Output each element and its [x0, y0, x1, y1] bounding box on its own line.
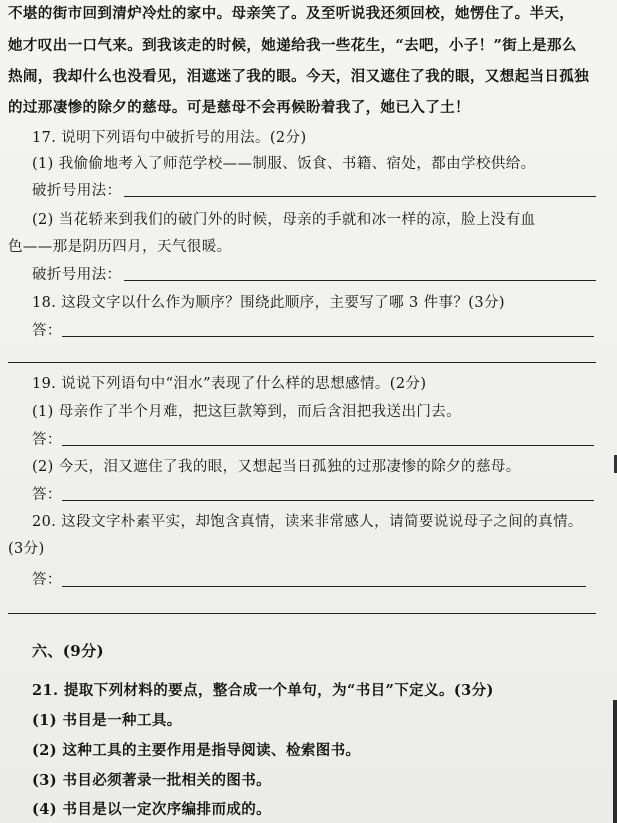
q21-item-4: (4) 书目是以一定次序编排而成的。 [32, 801, 272, 818]
passage-line-1: 不堪的街市回到清炉冷灶的家中。母亲笑了。及至听说我还须回校，她愣住了。半天， [8, 5, 575, 22]
q18-answer-label: 答： [32, 323, 62, 339]
passage-line-3: 热闹，我却什么也没看见，泪遮迷了我的眼。今天，泪又遮住了我的眼，又想起当日孤独 [8, 68, 590, 85]
q17-answer-label-1: 破折号用法： [32, 183, 122, 199]
q17-answer-blank-1[interactable] [124, 196, 596, 197]
q17-answer-label-2: 破折号用法： [32, 267, 122, 283]
q19-answer-label-1: 答： [32, 432, 62, 448]
q17-sentence-2b: 色——那是阴历四月，天气很暖。 [8, 239, 232, 255]
section-6-heading: 六、(9分) [32, 642, 105, 660]
q20-answer-label: 答： [32, 572, 62, 588]
q18-answer-blank[interactable] [62, 336, 594, 337]
q17-sentence-1: (1) 我偷偷地考入了师范学校——制服、饭食、书籍、宿处，都由学校供给。 [32, 156, 536, 172]
q18-stem: 18. 这段文字以什么作为顺序？围绕此顺序，主要写了哪 3 件事？(3分) [32, 295, 505, 311]
q19-answer-blank-2[interactable] [62, 500, 594, 501]
passage-line-4: 的过那凄惨的除夕的慈母。可是慈母不会再候盼着我了，她已入了土！ [8, 99, 470, 116]
q19-sentence-1: (1) 母亲作了半个月难，把这巨款筹到，而后含泪把我送出门去。 [32, 404, 462, 420]
q18-answer-line-2[interactable] [8, 362, 596, 363]
q19-sentence-2: (2) 今天，泪又遮住了我的眼，又想起当日孤独的过那凄惨的除夕的慈母。 [32, 459, 521, 475]
page-right-edge-shadow [613, 700, 617, 823]
q17-stem: 17. 说明下列语句中破折号的用法。(2分) [32, 130, 307, 146]
q19-stem: 19. 说说下列语句中“泪水”表现了什么样的思想感情。(2分) [32, 376, 427, 392]
q21-item-2: (2) 这种工具的主要作用是指导阅读、检索图书。 [32, 742, 361, 759]
q17-sentence-2a: (2) 当花轿来到我们的破门外的时候，母亲的手就和冰一样的凉，脸上没有血 [32, 212, 536, 228]
q19-answer-label-2: 答： [32, 487, 62, 503]
q20-points: (3分) [8, 541, 45, 557]
q20-answer-line-2[interactable] [8, 613, 596, 614]
passage-line-2: 她才叹出一口气来。到我该走的时候，她递给我一些花生，“去吧，小子！”街上是那么 [8, 37, 577, 54]
q19-answer-blank-1[interactable] [62, 445, 594, 446]
q21-stem: 21. 提取下列材料的要点，整合成一个单句，为“书目”下定义。(3分) [32, 682, 494, 699]
q21-item-1: (1) 书目是一种工具。 [32, 712, 182, 729]
q17-answer-blank-2[interactable] [124, 280, 596, 281]
q21-item-3: (3) 书目必须著录一批相关的图书。 [32, 772, 272, 789]
q20-stem: 20. 这段文字朴素平实，却饱含真情，读来非常感人，请简要说说母子之间的真情。 [32, 514, 583, 530]
q20-answer-blank[interactable] [62, 586, 586, 587]
